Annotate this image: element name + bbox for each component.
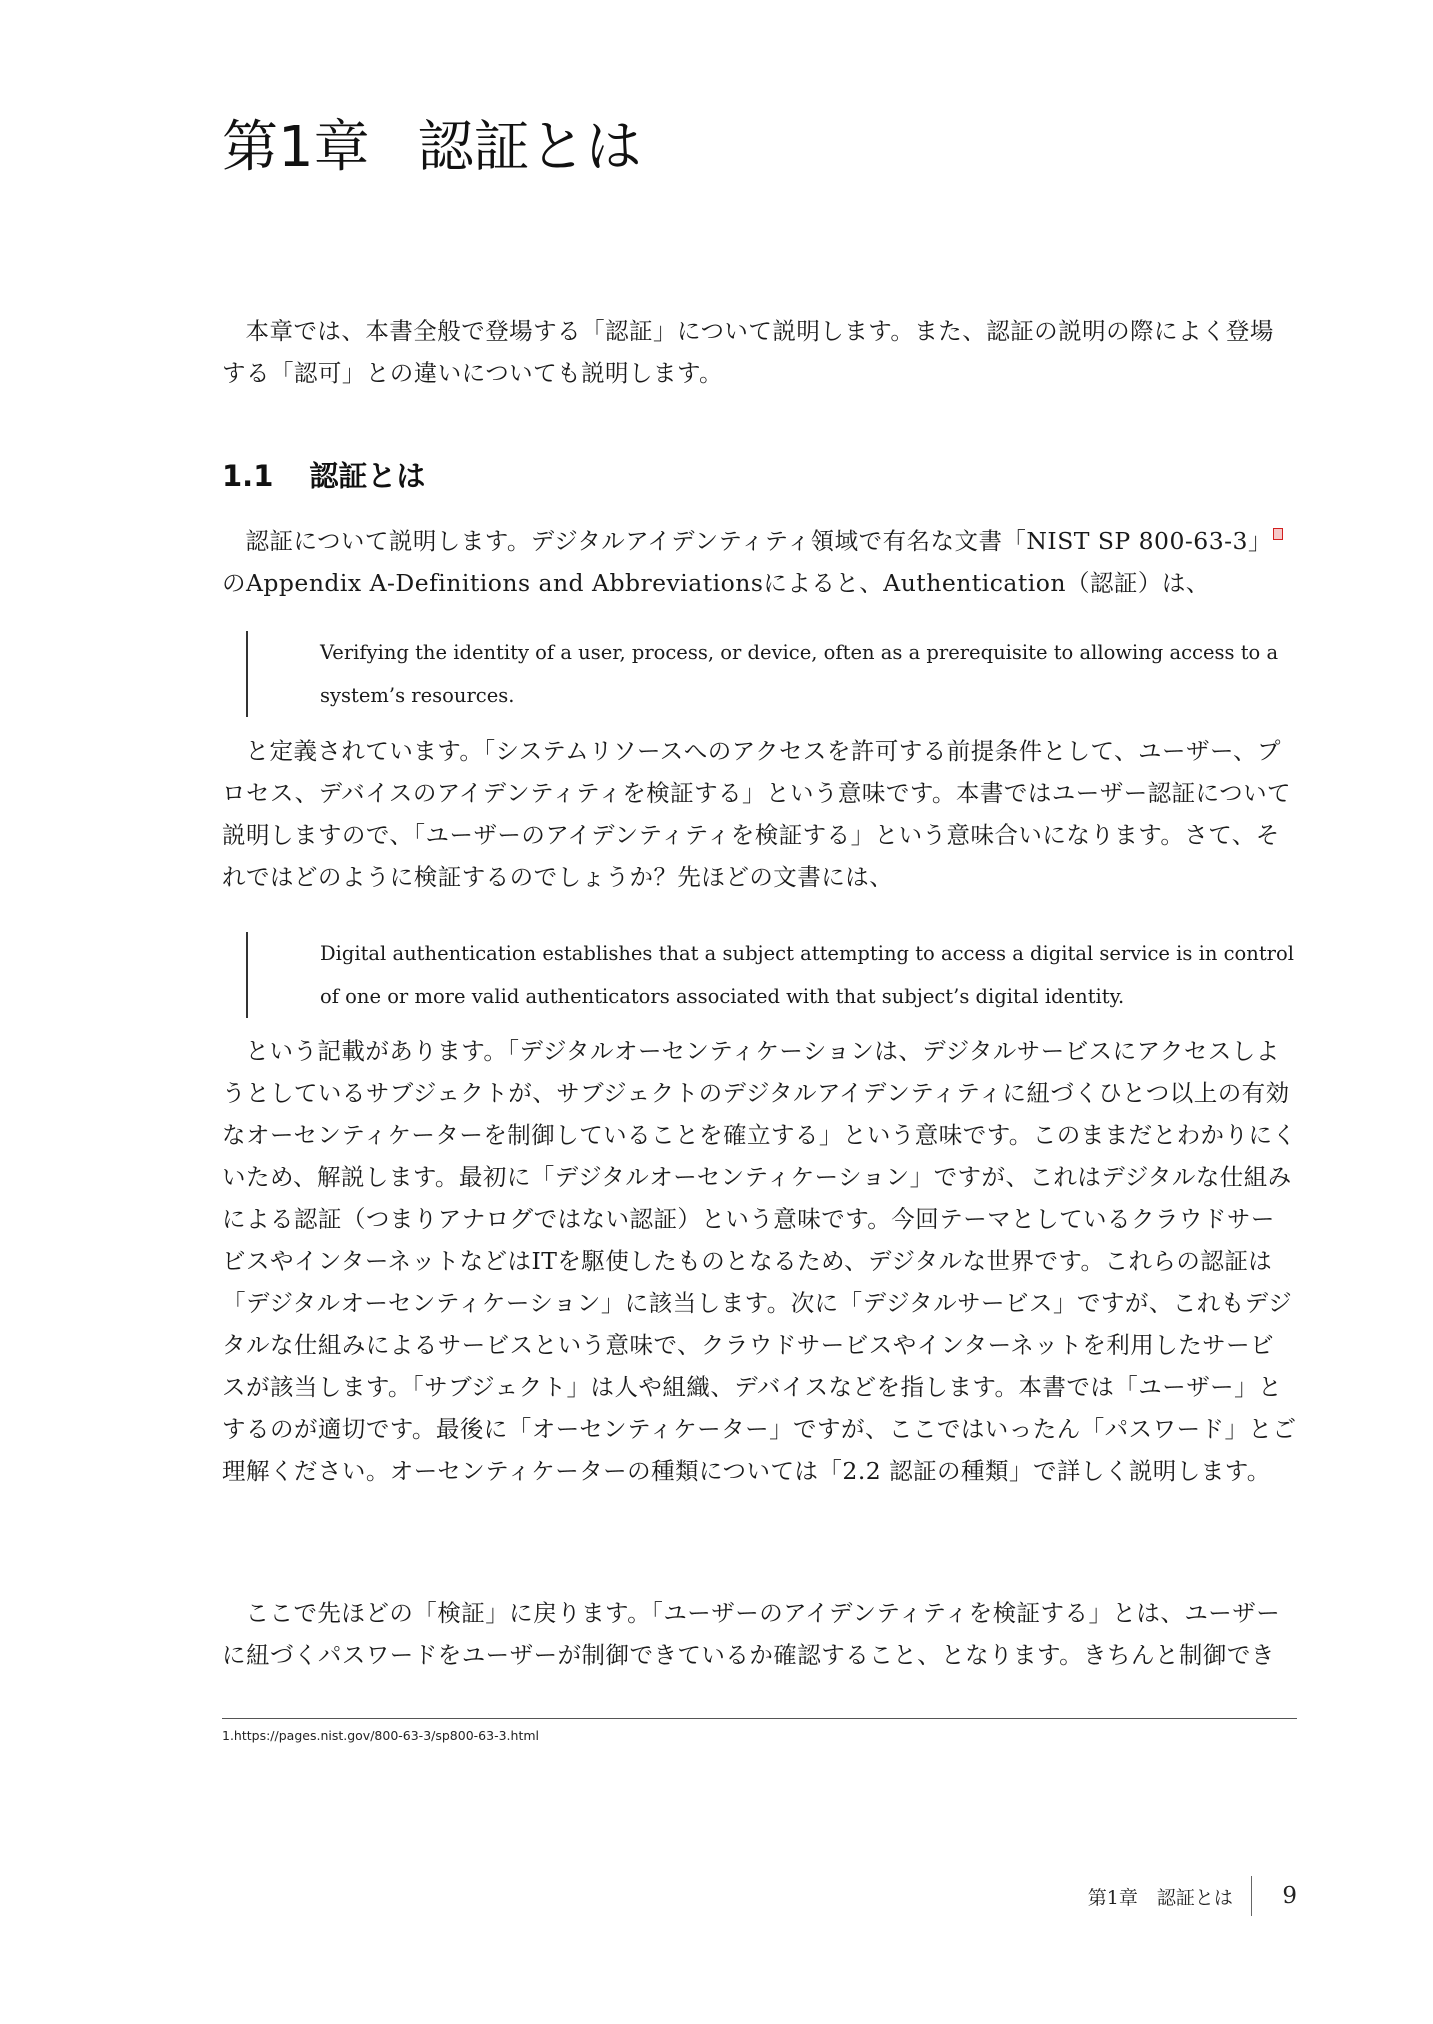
intro-paragraph: 本章では、本書全般で登場する「認証」について説明します。また、認証の説明の際によく登場する「認可」との違いについても説明します。 bbox=[222, 317, 1274, 387]
section-heading bbox=[222, 456, 425, 496]
paragraph-4: ここで先ほどの「検証」に戻ります。「ユーザーのアイデンティティを検証する」とは、ユーザーに紐づくパスワードをユーザーが制御できているか確認すること、となります。きちんと制御でき bbox=[222, 1599, 1281, 1669]
page-number: 9 bbox=[1282, 1883, 1297, 1909]
page-footer bbox=[1088, 1876, 1297, 1916]
paragraph-1-start: 認証について説明します。デジタルアイデンティティ領域で有名な文書「NIST SP 800-63-3」 bbox=[245, 527, 1272, 555]
paragraph-1 bbox=[222, 520, 1297, 604]
running-head: 第1章 認証とは bbox=[1087, 1886, 1233, 1909]
authentication-quote: Digital authentication establishes that a subject attempting to access a digital service is in control of one or more valid authenticators associated with that subject’s digital identity. bbox=[246, 932, 1297, 1018]
footnote[interactable]: 1.https://pages.nist.gov/800-63-3/sp800-63-3.html bbox=[222, 1728, 539, 1743]
chapter-number: 第1章 bbox=[222, 115, 370, 180]
footnote-marker-icon[interactable] bbox=[1273, 528, 1283, 540]
definition-quote: Verifying the identity of a user, process, or device, often as a prerequisite to allowing access to a system’s resources. bbox=[246, 631, 1297, 717]
paragraph-1-end: のAppendix A-Definitions and Abbreviationsによると、Authentication（認証）は、 bbox=[222, 569, 1210, 597]
chapter-title-text: 認証とは bbox=[417, 115, 642, 180]
paragraph-3: という記載があります。「デジタルオーセンティケーションは、デジタルサービスにアクセスしようとしているサブジェクトが、サブジェクトのデジタルアイデンティティに紐づくひとつ以上の有効なオーセンティケーターを制御していることを確立する」という意味です。このままだとわかりにくいため、解説します。最初に「デジタルオーセンティケーション」ですが、これはデジタルな仕組みによる認証（つまりアナログではない認証）という意味です。今回テーマとしているクラウドサービスやインターネットなどはITを駆使したものとなるため、デジタルな世界です。これらの認証は「デジタルオーセンティケーション」に該当します。次に「デジタルサービス」ですが、これもデジタルな仕組みによるサービスという意味で、クラウドサービスやインターネットを利用したサービスが該当します。「サブジェクト」は人や組織、デバイスなどを指します。本書では「ユーザー」とするのが適切です。最後に「オーセンティケーター」ですが、ここではいったん「パスワード」とご理解ください。オーセンティケーターの種類については「2.2 認証の種類」で詳しく説明します。 bbox=[222, 1037, 1297, 1485]
footnote-divider bbox=[222, 1718, 1297, 1719]
paragraph-2: と定義されています。「システムリソースへのアクセスを許可する前提条件として、ユーザー、プロセス、デバイスのアイデンティティを検証する」という意味です。本書ではユーザー認証について説明しますので、「ユーザーのアイデンティティを検証する」という意味合いになります。さて、それではどのように検証するのでしょうか？先ほどの文書には、 bbox=[222, 737, 1292, 891]
chapter-title bbox=[222, 108, 642, 188]
section-title: 認証とは bbox=[309, 459, 426, 493]
section-number: 1.1 bbox=[222, 459, 274, 493]
